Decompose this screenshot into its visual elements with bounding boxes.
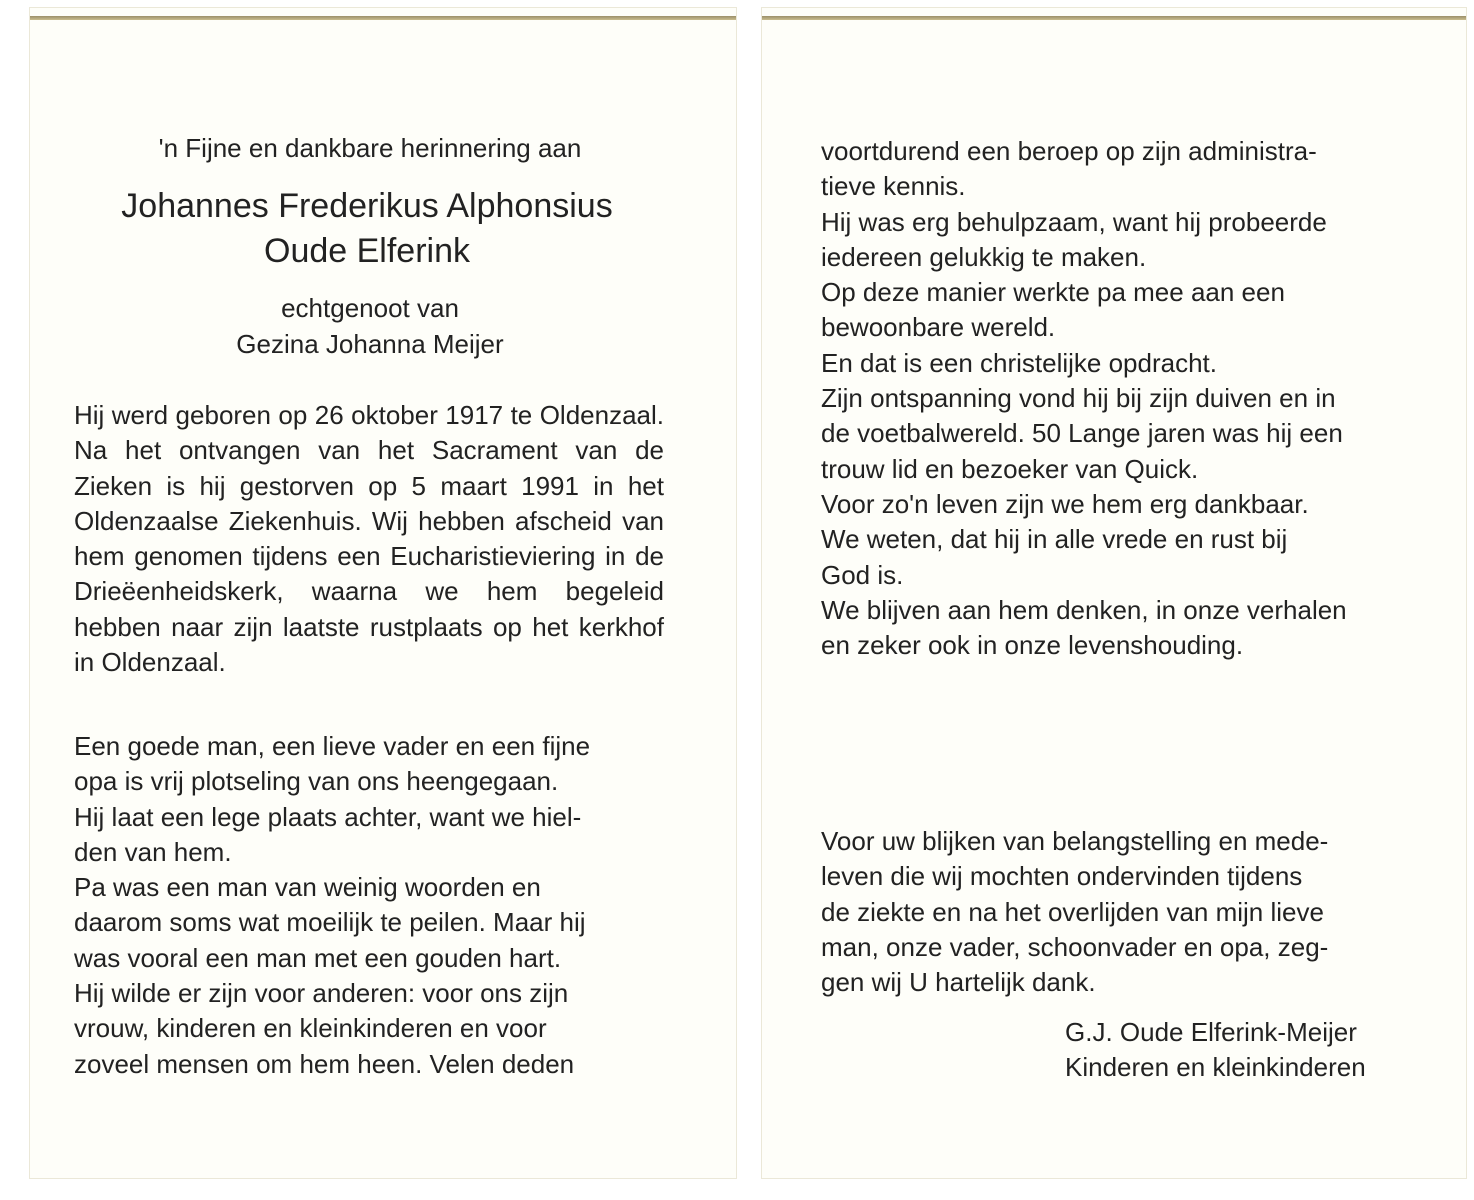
text-line: trouw lid en bezoeker van Quick. (821, 453, 1199, 484)
right-card-page (762, 8, 1466, 1178)
text-line: en zeker ook in onze levenshouding. (821, 630, 1244, 661)
signature-block (1065, 1015, 1409, 1085)
text-line: voortdurend een beroep op zijn administra- (821, 136, 1317, 166)
deceased-name (30, 184, 704, 274)
text-line: gen wij U hartelijk dank. (821, 967, 1096, 998)
text-line: de ziekte en na het overlijden van mijn lieve (821, 896, 1324, 927)
signature-line-2: Kinderen en kleinkinderen (1065, 1052, 1366, 1082)
text-line: God is. (821, 559, 904, 590)
text-line: iedereen gelukkig te maken. (821, 241, 1147, 272)
spouse-block (30, 290, 710, 362)
text-line: Zijn ontspanning vond hij bij zijn duiven en in (821, 383, 1336, 414)
text-line: Voor uw blijken van belangstelling en mede- (821, 826, 1329, 856)
text-line: zoveel mensen om hem heen. Velen deden (74, 1048, 575, 1079)
deceased-name-line-2: Oude Elferink (264, 232, 470, 270)
intro-line: 'n Fijne en dankbare herinnering aan (158, 133, 582, 163)
text-line: was vooral een man met een gouden hart. (74, 942, 562, 973)
left-card-page (30, 8, 736, 1178)
character-paragraph (74, 729, 664, 1082)
text-line: de voetbalwereld. 50 Lange jaren was hij een (821, 418, 1343, 449)
biography-paragraph: Hij werd geboren op 26 oktober 1917 te Oldenzaal. Na het ontvangen van het Sacrament van de Zieken is hij gestorven op 5 maart 1991 in het Oldenzaalse Ziekenhuis. Wij hebben afscheid van hem genomen tijdens een Eucharistieviering in de Drieëenheidskerk, waarna we hem begeleid hebben naar zijn laatste rustplaats op het kerkhof in Oldenzaal. (74, 400, 664, 678)
thanks-paragraph (821, 824, 1409, 1000)
text-line: daarom soms wat moeilijk te peilen. Maar hij (74, 907, 586, 938)
text-line: Pa was een man van weinig woorden en (74, 872, 541, 903)
signature-line-1: G.J. Oude Elferink-Meijer (1065, 1017, 1357, 1047)
text-line: Op deze manier werkte pa mee aan een (821, 277, 1285, 308)
text-line: We blijven aan hem denken, in onze verhalen (821, 594, 1347, 625)
spouse-label: echtgenoot van (281, 293, 459, 323)
text-line: leven die wij mochten ondervinden tijdens (821, 861, 1303, 892)
top-gold-rule (30, 16, 736, 20)
spouse-name: Gezina Johanna Meijer (236, 329, 504, 359)
text-line: Hij laat een lege plaats achter, want we hiel- (74, 801, 582, 832)
text-line: Een goede man, een lieve vader en een fijne (74, 731, 591, 761)
text-line: tieve kennis. (821, 171, 966, 202)
text-line: Hij was erg behulpzaam, want hij probeerde (821, 206, 1327, 237)
text-line: We weten, dat hij in alle vrede en rust bij (821, 524, 1288, 555)
text-line: vrouw, kinderen en kleinkinderen en voor (74, 1013, 547, 1044)
text-line: En dat is een christelijke opdracht. (821, 347, 1217, 378)
text-line: den van hem. (74, 836, 232, 867)
text-line: opa is vrij plotseling van ons heengegaan. (74, 766, 559, 797)
text-line: man, onze vader, schoonvader en opa, zeg- (821, 931, 1329, 962)
continuation-paragraph (821, 134, 1409, 663)
text-line: Hij wilde er zijn voor anderen: voor ons zijn (74, 978, 569, 1009)
top-gold-rule (762, 16, 1466, 20)
deceased-name-line-1: Johannes Frederikus Alphonsius (121, 187, 613, 225)
text-line: Voor zo'n leven zijn we hem erg dankbaar. (821, 488, 1309, 519)
text-line: bewoonbare wereld. (821, 312, 1056, 343)
